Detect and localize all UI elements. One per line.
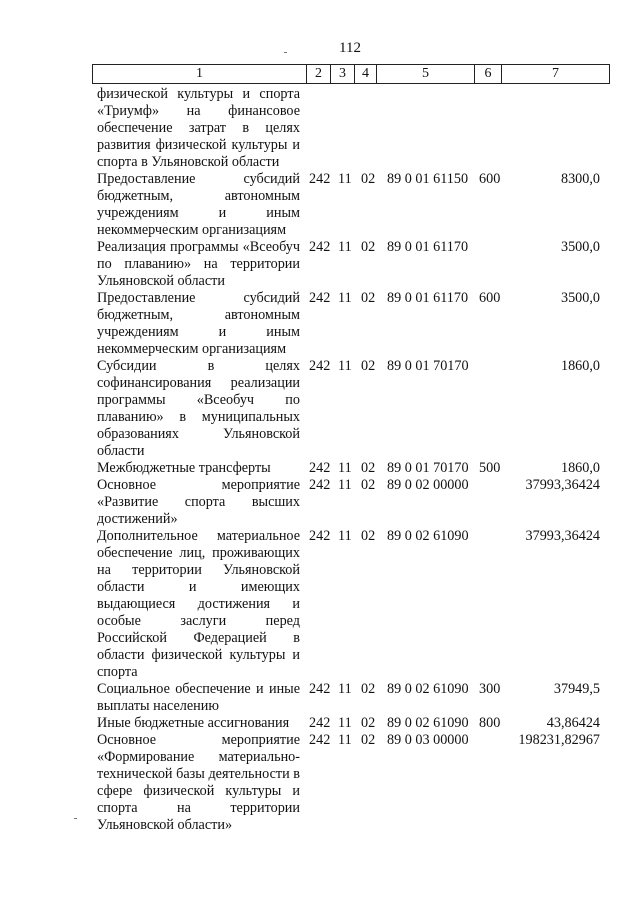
row-code-target: 89 0 02 61090 (387, 528, 469, 544)
row-name: Иные бюджетные ассигнования (97, 715, 290, 731)
row-name: Основное мероприятие «Развитие спорта высших достижений» (97, 477, 300, 527)
row-amount: 1860,0 (560, 460, 600, 476)
row-code-ministry: 242 (309, 681, 331, 697)
header-col-2: 2 (307, 65, 331, 83)
table-row (0, 528, 640, 681)
row-code-expense-type: 300 (479, 681, 501, 697)
row-code-expense-type: 500 (479, 460, 501, 476)
header-col-7: 7 (552, 66, 559, 81)
row-code-expense-type: 800 (479, 715, 501, 731)
table-row (0, 290, 640, 358)
row-amount: 37993,36424 (525, 528, 600, 544)
row-code-subsection: 02 (361, 460, 376, 476)
row-name: Дополнительное материальное обеспечение лиц, проживающих на территории Ульяновской области и имеющих выдающиеся достижения и особые заслуги перед Российской Федерацией в области физической культуры и спорта (97, 528, 300, 680)
row-code-target: 89 0 01 70170 (387, 358, 469, 374)
budget-table-body (0, 86, 640, 834)
row-code-ministry: 242 (309, 715, 331, 731)
table-row (0, 732, 640, 834)
table-row (0, 477, 640, 528)
row-code-ministry: 242 (309, 290, 331, 306)
row-code-section: 11 (338, 460, 352, 476)
row-code-subsection: 02 (361, 290, 376, 306)
row-code-expense-type: 600 (479, 290, 501, 306)
header-col-3: 3 (331, 65, 355, 83)
row-code-section: 11 (338, 732, 352, 748)
row-code-ministry: 242 (309, 477, 331, 493)
header-col-6: 6 (475, 65, 502, 83)
row-amount: 3500,0 (560, 290, 600, 306)
row-amount: 43,86424 (546, 715, 600, 731)
row-code-subsection: 02 (361, 477, 376, 493)
row-code-expense-type: 600 (479, 171, 501, 187)
row-code-section: 11 (338, 290, 352, 306)
row-code-subsection: 02 (361, 732, 376, 748)
row-amount: 37949,5 (553, 681, 600, 697)
header-col-5: 5 (377, 65, 475, 83)
row-code-ministry: 242 (309, 358, 331, 374)
row-name: Субсидии в целях софинансирования реализации программы «Всеобуч по плаванию» в муниципальных образованиях Ульяновской области (97, 358, 300, 459)
row-code-subsection: 02 (361, 358, 376, 374)
row-amount: 198231,82967 (518, 732, 600, 748)
row-code-subsection: 02 (361, 715, 376, 731)
table-row (0, 86, 640, 171)
row-code-ministry: 242 (309, 239, 331, 255)
row-code-ministry: 242 (309, 460, 331, 476)
row-code-section: 11 (338, 477, 352, 493)
row-code-target: 89 0 01 70170 (387, 460, 469, 476)
row-code-subsection: 02 (361, 239, 376, 255)
scan-speck (284, 52, 287, 53)
row-code-subsection: 02 (361, 681, 376, 697)
row-amount: 3500,0 (560, 239, 600, 255)
row-code-section: 11 (338, 681, 352, 697)
table-row (0, 358, 640, 460)
row-code-ministry: 242 (309, 732, 331, 748)
header-col-1: 1 (93, 65, 307, 83)
row-code-target: 89 0 02 00000 (387, 477, 469, 493)
row-code-target: 89 0 02 61090 (387, 681, 469, 697)
scan-speck (74, 818, 77, 819)
row-name: Реализация программы «Всеобуч по плаванию» на территории Ульяновской области (97, 239, 300, 289)
row-code-target: 89 0 01 61170 (387, 239, 469, 255)
row-name: Социальное обеспечение и иные выплаты населению (97, 681, 300, 714)
row-name: Предоставление субсидий бюджетным, автономным учреждениям и иным некоммерческим организациям (97, 171, 300, 238)
table-row (0, 460, 640, 477)
row-code-target: 89 0 02 61090 (387, 715, 469, 731)
row-code-subsection: 02 (361, 528, 376, 544)
row-code-target: 89 0 01 61170 (387, 290, 469, 306)
row-code-ministry: 242 (309, 171, 331, 187)
row-code-ministry: 242 (309, 528, 331, 544)
row-code-section: 11 (338, 528, 352, 544)
row-amount: 8300,0 (560, 171, 600, 187)
table-row (0, 239, 640, 290)
row-code-section: 11 (338, 715, 352, 731)
row-amount: 37993,36424 (525, 477, 600, 493)
row-code-subsection: 02 (361, 171, 376, 187)
row-name: Межбюджетные трансферты (97, 460, 271, 476)
table-row (0, 715, 640, 732)
row-amount: 1860,0 (560, 358, 600, 374)
page-number: 112 (339, 40, 361, 56)
row-name: Предоставление субсидий бюджетным, автономным учреждениям и иным некоммерческим организациям (97, 290, 300, 357)
row-name: Основное мероприятие «Формирование материально-технической базы деятельности в сфере физической культуры и спорта на территории Ульяновской области» (97, 732, 300, 833)
table-header (92, 64, 610, 84)
row-code-target: 89 0 01 61150 (387, 171, 469, 187)
table-row (0, 171, 640, 239)
header-col-4: 4 (355, 65, 377, 83)
table-row (0, 681, 640, 715)
row-code-section: 11 (338, 239, 352, 255)
row-code-section: 11 (338, 171, 352, 187)
row-name: физической культуры и спорта «Триумф» на финансовое обеспечение затрат в целях развития физической культуры и спорта в Ульяновской области (97, 86, 300, 170)
row-code-target: 89 0 03 00000 (387, 732, 469, 748)
row-code-section: 11 (338, 358, 352, 374)
